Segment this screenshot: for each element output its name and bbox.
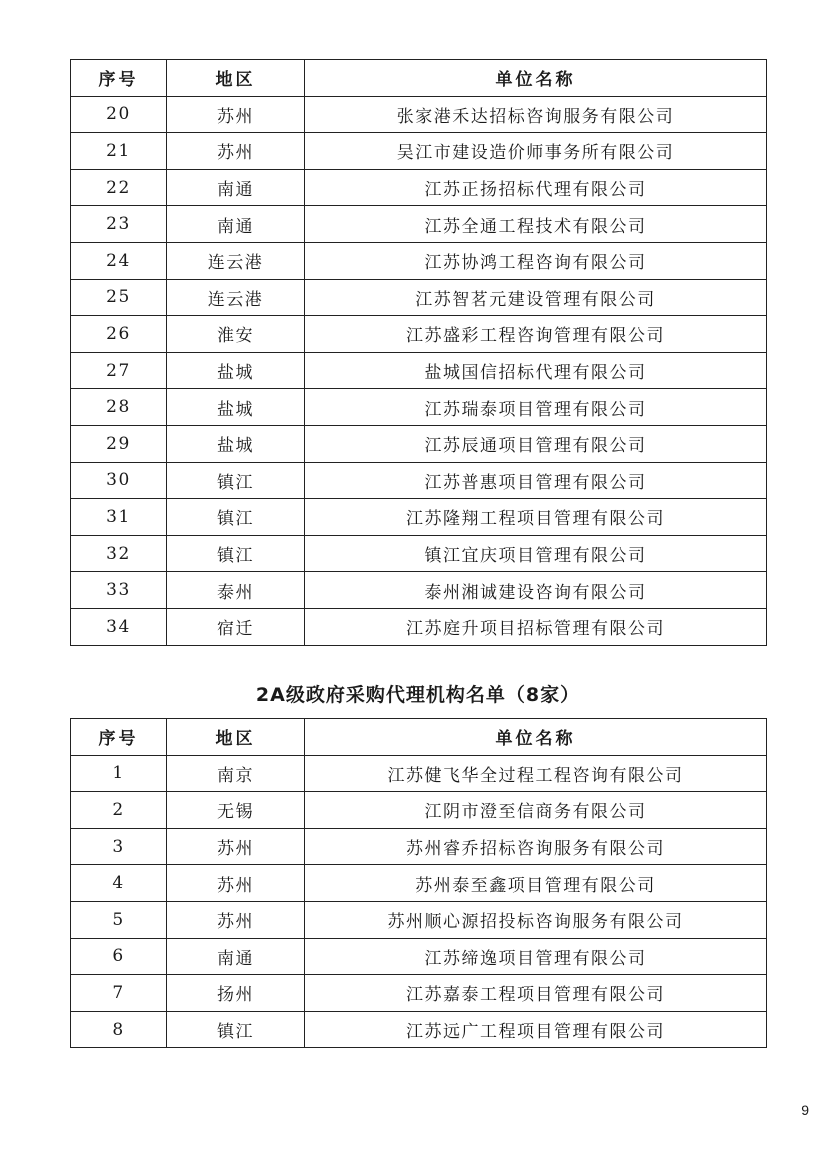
cell-unit-name: 苏州顺心源招投标咨询服务有限公司 bbox=[305, 901, 767, 938]
cell-region: 镇江 bbox=[167, 1011, 305, 1048]
cell-unit-name: 吴江市建设造价师事务所有限公司 bbox=[305, 133, 767, 170]
cell-index: 29 bbox=[71, 425, 167, 462]
cell-index: 8 bbox=[71, 1011, 167, 1048]
cell-unit-name: 张家港禾达招标咨询服务有限公司 bbox=[305, 96, 767, 133]
table-header-row bbox=[71, 719, 767, 756]
cell-unit-name: 江苏缔逸项目管理有限公司 bbox=[305, 938, 767, 975]
table-row bbox=[71, 242, 767, 279]
cell-unit-name: 江苏全通工程技术有限公司 bbox=[305, 206, 767, 243]
header-unit-name: 单位名称 bbox=[305, 719, 767, 756]
cell-region: 南通 bbox=[167, 938, 305, 975]
cell-unit-name: 江苏庭升项目招标管理有限公司 bbox=[305, 608, 767, 645]
cell-unit-name: 江苏盛彩工程咨询管理有限公司 bbox=[305, 316, 767, 353]
cell-region: 无锡 bbox=[167, 792, 305, 829]
cell-region: 盐城 bbox=[167, 352, 305, 389]
cell-region: 南通 bbox=[167, 169, 305, 206]
table-row bbox=[71, 425, 767, 462]
cell-index: 24 bbox=[71, 242, 167, 279]
table-row bbox=[71, 206, 767, 243]
cell-index: 25 bbox=[71, 279, 167, 316]
cell-region: 连云港 bbox=[167, 242, 305, 279]
cell-unit-name: 江苏智茗元建设管理有限公司 bbox=[305, 279, 767, 316]
cell-index: 2 bbox=[71, 792, 167, 829]
cell-unit-name: 江阴市澄至信商务有限公司 bbox=[305, 792, 767, 829]
cell-index: 26 bbox=[71, 316, 167, 353]
header-region: 地区 bbox=[167, 60, 305, 97]
table-row bbox=[71, 572, 767, 609]
agency-table-2a bbox=[70, 718, 767, 1048]
table-body bbox=[71, 755, 767, 1048]
cell-unit-name: 苏州泰至鑫项目管理有限公司 bbox=[305, 865, 767, 902]
cell-index: 34 bbox=[71, 608, 167, 645]
cell-index: 22 bbox=[71, 169, 167, 206]
cell-index: 30 bbox=[71, 462, 167, 499]
cell-index: 23 bbox=[71, 206, 167, 243]
table-row bbox=[71, 755, 767, 792]
cell-index: 20 bbox=[71, 96, 167, 133]
table-row bbox=[71, 499, 767, 536]
table-row bbox=[71, 938, 767, 975]
cell-index: 28 bbox=[71, 389, 167, 426]
cell-region: 镇江 bbox=[167, 535, 305, 572]
table-row bbox=[71, 316, 767, 353]
table-row bbox=[71, 462, 767, 499]
cell-index: 4 bbox=[71, 865, 167, 902]
cell-unit-name: 泰州湘诚建设咨询有限公司 bbox=[305, 572, 767, 609]
cell-region: 苏州 bbox=[167, 828, 305, 865]
cell-unit-name: 苏州睿乔招标咨询服务有限公司 bbox=[305, 828, 767, 865]
cell-index: 21 bbox=[71, 133, 167, 170]
header-unit-name: 单位名称 bbox=[305, 60, 767, 97]
cell-region: 淮安 bbox=[167, 316, 305, 353]
cell-unit-name: 镇江宜庆项目管理有限公司 bbox=[305, 535, 767, 572]
table-row bbox=[71, 169, 767, 206]
cell-unit-name: 江苏嘉泰工程项目管理有限公司 bbox=[305, 975, 767, 1012]
cell-unit-name: 江苏远广工程项目管理有限公司 bbox=[305, 1011, 767, 1048]
cell-region: 连云港 bbox=[167, 279, 305, 316]
cell-region: 宿迁 bbox=[167, 608, 305, 645]
cell-unit-name: 盐城国信招标代理有限公司 bbox=[305, 352, 767, 389]
cell-index: 27 bbox=[71, 352, 167, 389]
agency-table-continued bbox=[70, 59, 767, 646]
cell-index: 3 bbox=[71, 828, 167, 865]
cell-unit-name: 江苏正扬招标代理有限公司 bbox=[305, 169, 767, 206]
table-row bbox=[71, 865, 767, 902]
cell-region: 苏州 bbox=[167, 133, 305, 170]
header-region: 地区 bbox=[167, 719, 305, 756]
header-index: 序号 bbox=[71, 60, 167, 97]
cell-unit-name: 江苏健飞华全过程工程咨询有限公司 bbox=[305, 755, 767, 792]
cell-index: 31 bbox=[71, 499, 167, 536]
cell-region: 扬州 bbox=[167, 975, 305, 1012]
header-index: 序号 bbox=[71, 719, 167, 756]
cell-unit-name: 江苏普惠项目管理有限公司 bbox=[305, 462, 767, 499]
cell-index: 33 bbox=[71, 572, 167, 609]
table-row bbox=[71, 828, 767, 865]
table-row bbox=[71, 389, 767, 426]
section-title-2a: 2A级政府采购代理机构名单（8家） bbox=[255, 684, 581, 706]
cell-region: 南通 bbox=[167, 206, 305, 243]
cell-unit-name: 江苏瑞泰项目管理有限公司 bbox=[305, 389, 767, 426]
cell-unit-name: 江苏辰通项目管理有限公司 bbox=[305, 425, 767, 462]
table-row bbox=[71, 1011, 767, 1048]
table-row bbox=[71, 96, 767, 133]
table-header-row bbox=[71, 60, 767, 97]
table-row bbox=[71, 352, 767, 389]
table-row bbox=[71, 608, 767, 645]
cell-region: 镇江 bbox=[167, 462, 305, 499]
cell-index: 5 bbox=[71, 901, 167, 938]
table-row bbox=[71, 279, 767, 316]
table-row bbox=[71, 792, 767, 829]
cell-index: 7 bbox=[71, 975, 167, 1012]
table-body bbox=[71, 96, 767, 645]
table-row bbox=[71, 535, 767, 572]
table-row bbox=[71, 901, 767, 938]
cell-region: 盐城 bbox=[167, 389, 305, 426]
cell-unit-name: 江苏协鸿工程咨询有限公司 bbox=[305, 242, 767, 279]
cell-index: 32 bbox=[71, 535, 167, 572]
cell-region: 泰州 bbox=[167, 572, 305, 609]
table-row bbox=[71, 975, 767, 1012]
cell-index: 1 bbox=[71, 755, 167, 792]
cell-region: 苏州 bbox=[167, 901, 305, 938]
cell-region: 南京 bbox=[167, 755, 305, 792]
cell-region: 苏州 bbox=[167, 865, 305, 902]
page-number: 9 bbox=[801, 1102, 809, 1118]
table-row bbox=[71, 133, 767, 170]
cell-region: 苏州 bbox=[167, 96, 305, 133]
cell-region: 镇江 bbox=[167, 499, 305, 536]
cell-region: 盐城 bbox=[167, 425, 305, 462]
cell-unit-name: 江苏隆翔工程项目管理有限公司 bbox=[305, 499, 767, 536]
cell-index: 6 bbox=[71, 938, 167, 975]
